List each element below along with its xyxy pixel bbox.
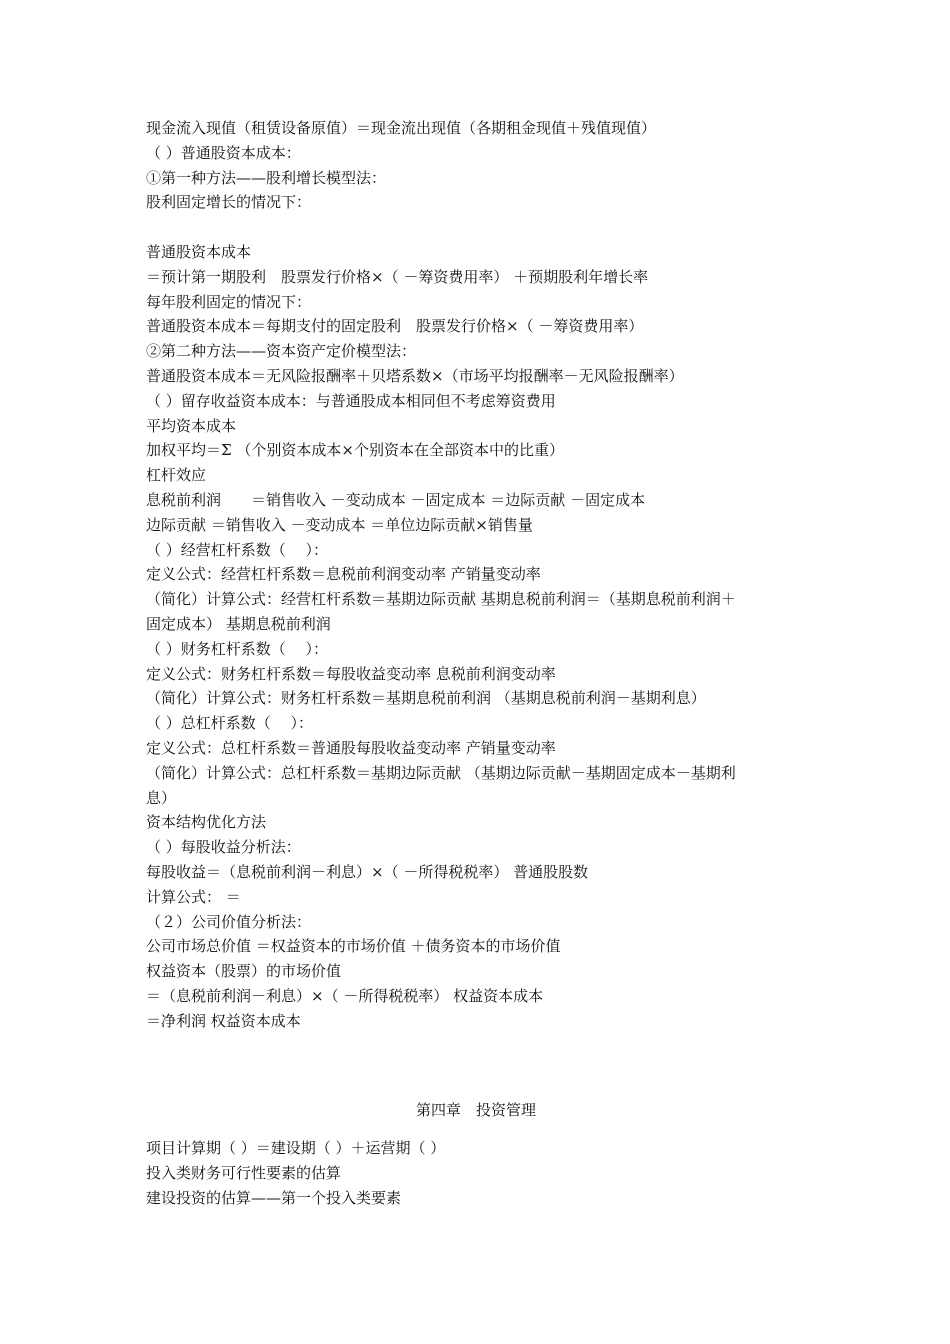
text-line: 固定成本） 基期息税前利润 — [146, 614, 331, 633]
text-line: 投入类财务可行性要素的估算 — [146, 1163, 342, 1182]
text-line: 定义公式：财务杠杆系数＝每股收益变动率 息税前利润变动率 — [146, 664, 556, 683]
text-line: ＝预计第一期股利 股票发行价格×（ －筹资费用率） ＋预期股利年增长率 — [146, 267, 649, 286]
text-line: （ ）财务杠杆系数（ ）： — [146, 639, 329, 658]
text-line: 平均资本成本 — [146, 416, 237, 435]
text-line: （ ）每股收益分析法： — [146, 838, 301, 857]
section-investment-management — [146, 1136, 826, 1210]
text-line: 定义公式：总杠杆系数＝普通股每股收益变动率 产销量变动率 — [146, 738, 556, 757]
text-line: （ ）留存收益资本成本：与普通股成本相同但不考虑筹资费用 — [146, 391, 556, 410]
text-line: 普通股资本成本 — [146, 242, 252, 261]
text-line: 息税前利润 ＝销售收入 －变动成本 －固定成本 ＝边际贡献 －固定成本 — [146, 490, 646, 509]
text-line: （２）公司价值分析法： — [146, 912, 312, 931]
text-line: 建设投资的估算——第一个投入类要素 — [146, 1188, 402, 1207]
text-line: 杠杆效应 — [146, 466, 207, 485]
text-line: 普通股资本成本＝无风险报酬率＋贝塔系数×（市场平均报酬率－无风险报酬率） — [146, 366, 684, 385]
text-line: 每股收益＝（息税前利润－利息）×（ －所得税税率） 普通股股数 — [146, 862, 589, 881]
text-line: ①第一种方法——股利增长模型法： — [146, 168, 387, 187]
text-line: （简化）计算公式：经营杠杆系数＝基期边际贡献 基期息税前利润＝（基期息税前利润＋ — [146, 590, 736, 609]
text-line: ②第二种方法——资本资产定价模型法： — [146, 342, 417, 361]
text-line — [146, 215, 826, 240]
text-line: 息） — [146, 788, 177, 807]
section-finance-formulas — [146, 116, 826, 1033]
text-line: 权益资本（股票）的市场价值 — [146, 962, 342, 981]
text-line: （ ）经营杠杆系数（ ）： — [146, 540, 329, 559]
text-line: （ ）普通股资本成本： — [146, 143, 301, 162]
text-line: ＝净利润 权益资本成本 — [146, 1011, 301, 1030]
text-line: 现金流入现值（租赁设备原值）＝现金流出现值（各期租金现值＋残值现值） — [146, 119, 657, 137]
text-line: （简化）计算公式：总杠杆系数＝基期边际贡献 （基期边际贡献－基期固定成本－基期利 — [146, 763, 736, 782]
text-line: 公司市场总价值 ＝权益资本的市场价值 ＋债务资本的市场价值 — [146, 937, 561, 956]
text-line: 项目计算期（ ）＝建设期（ ）＋运营期（ ） — [146, 1139, 446, 1157]
text-line: 加权平均＝Σ （个别资本成本×个别资本在全部资本中的比重） — [146, 441, 564, 460]
text-line: 每年股利固定的情况下： — [146, 292, 312, 311]
text-line: 边际贡献 ＝销售收入 －变动成本 ＝单位边际贡献×销售量 — [146, 515, 533, 534]
text-line: 资本结构优化方法 — [146, 813, 267, 832]
chapter-title: 第四章 投资管理 — [415, 1101, 536, 1119]
text-line: 计算公式： ＝ — [146, 887, 241, 906]
text-line: （ ）总杠杆系数（ ）： — [146, 714, 314, 733]
text-line: 普通股资本成本＝每期支付的固定股利 股票发行价格×（ －筹资费用率） — [146, 317, 644, 336]
text-line: （简化）计算公式：财务杠杆系数＝基期息税前利润 （基期息税前利润－基期利息） — [146, 689, 706, 708]
text-line: 股利固定增长的情况下： — [146, 193, 312, 212]
text-line: ＝（息税前利润－利息）×（ －所得税税率） 权益资本成本 — [146, 986, 544, 1005]
text-line: 定义公式：经营杠杆系数＝息税前利润变动率 产销量变动率 — [146, 565, 541, 584]
